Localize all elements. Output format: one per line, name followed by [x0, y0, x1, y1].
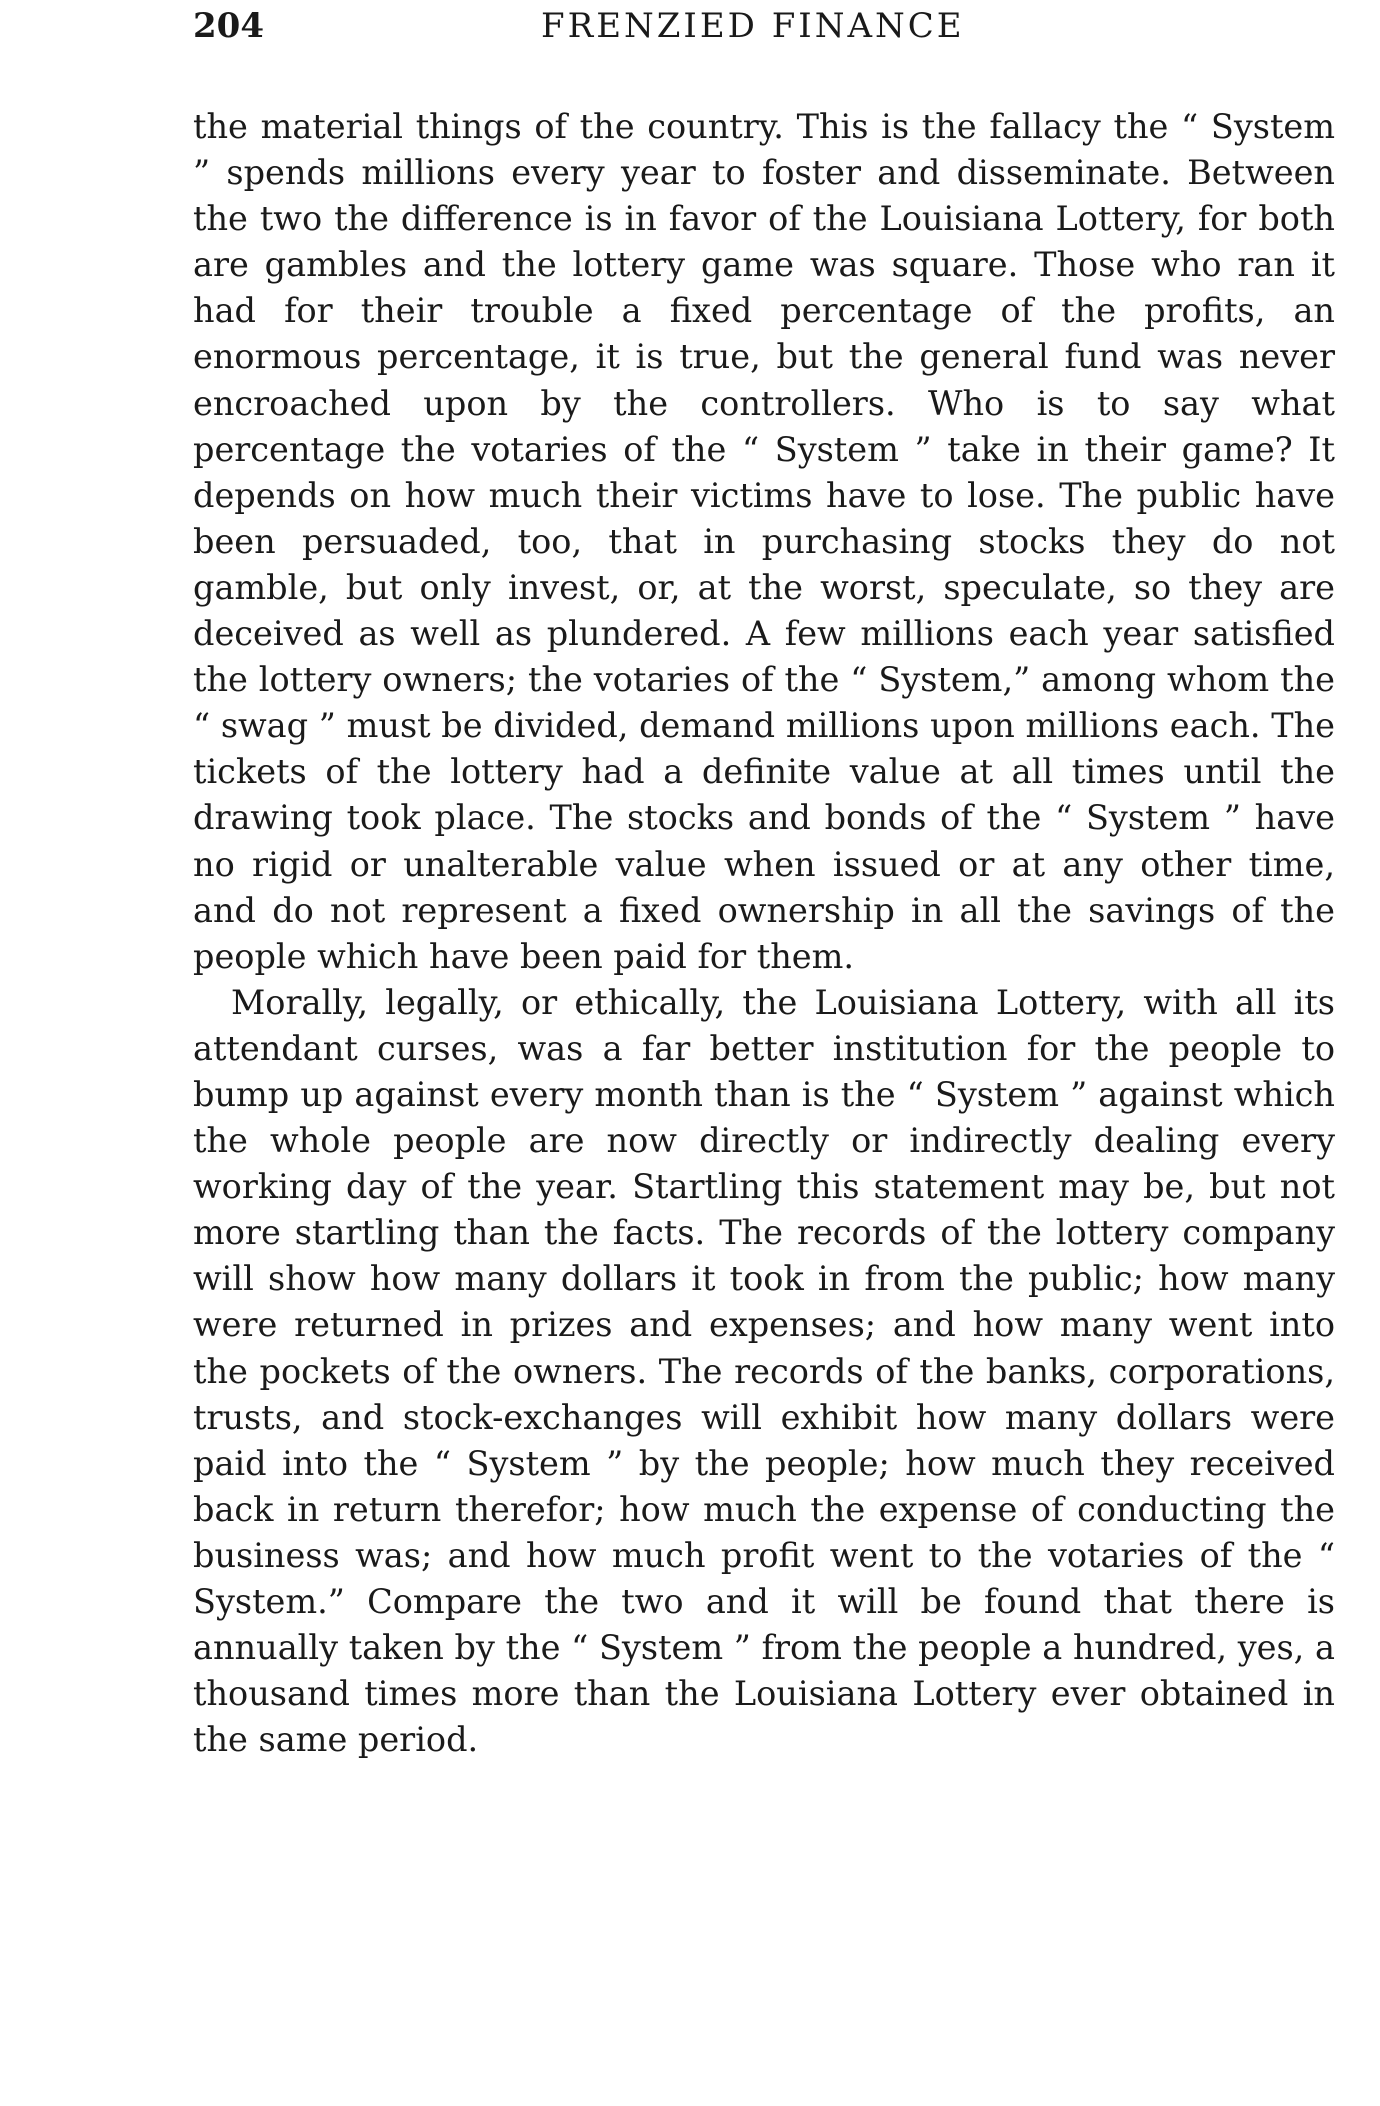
paragraph-lottery-comparison: Morally, legally, or ethically, the Louisiana Lottery, with all its attendant curses, was a far better institution for the people to bump up against every month than is the “ System ” against which the whole people are now directly or indirectly dealing every working day of the year. Startling this statement may be, but not more startling than the facts. The records of the lottery company will show how many dollars it took in from the public; how many were returned in prizes and expenses; and how many went into the pockets of the owners. The records of the banks, corporations, trusts, and stock-exchanges will exhibit how many dollars were paid into the “ System ” by the people; how much they received back in return therefor; how much the expense of conducting the business was; and how much profit went to the votaries of the “ System.” Compare the two and it will be found that there is annually taken by the “ System ” from the people a hundred, yes, a thousand times more than the Louisiana Lottery ever obtained in the same period.: [193, 982, 1335, 1760]
body-text: [193, 104, 1335, 1763]
page-number: 204: [193, 6, 264, 46]
paragraph-continued: the material things of the country. This is the fallacy the “ System ” spends millions every year to foster and disseminate. Between the two the difference is in favor of the Louisiana Lottery, for both are gambles and the lottery game was square. Those who ran it had for their trouble a fixed percentage of the profits, an enormous percentage, it is true, but the general fund was never encroached upon by the controllers. Who is to say what percentage the votaries of the “ System ” take in their game? It depends on how much their victims have to lose. The public have been persuaded, too, that in purchasing stocks they do not gamble, but only invest, or, at the worst, speculate, so they are deceived as well as plundered. A few millions each year satisfied the lottery owners; the votaries of the “ System,” among whom the “ swag ” must be divided, demand millions upon millions each. The tickets of the lottery had a definite value at all times until the drawing took place. The stocks and bonds of the “ System ” have no rigid or unalterable value when issued or at any other time, and do not represent a fixed ownership in all the savings of the people which have been paid for them.: [193, 107, 1335, 976]
running-head: [193, 6, 1335, 66]
book-title: FRENZIED FINANCE: [541, 6, 965, 46]
